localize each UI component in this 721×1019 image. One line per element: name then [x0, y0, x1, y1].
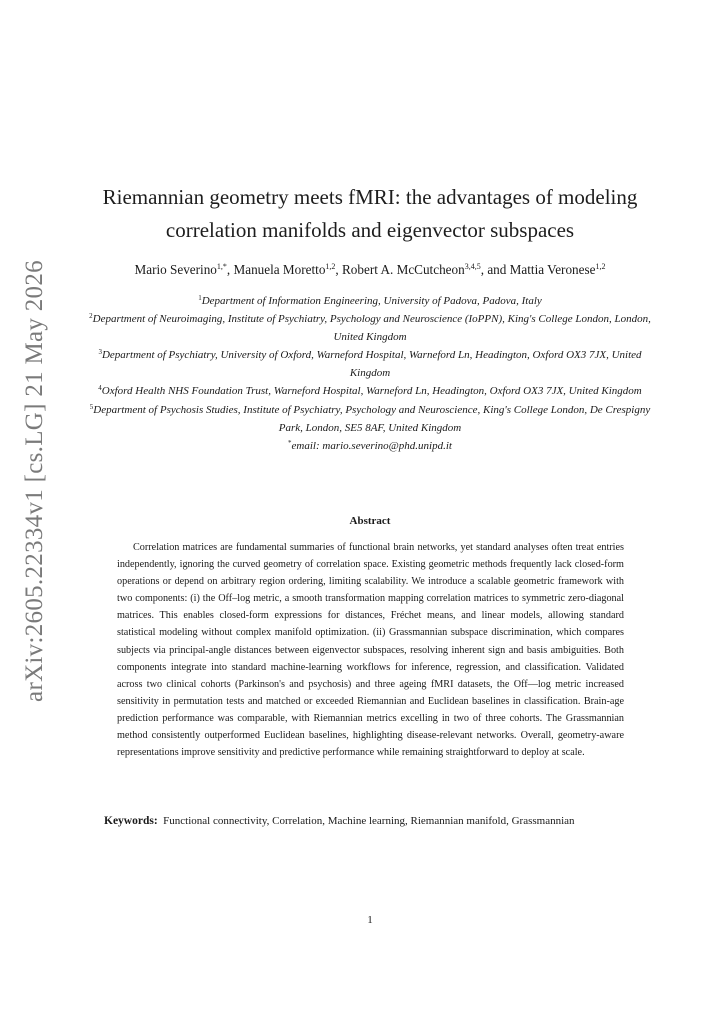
affiliation-text: Department of Psychiatry, University of Oxford, Warneford Hospital, Warneford Ln, Headington, Oxford OX3 7JX, United Kingdom [101, 349, 642, 380]
affiliation-text: Department of Information Engineering, University of Padova, Padova, Italy [201, 295, 542, 307]
affiliation-item [82, 382, 658, 400]
affiliation-marker: 4 [98, 384, 102, 393]
affiliation-marker: 3 [98, 348, 102, 357]
author-list [60, 260, 680, 280]
keywords-section [88, 812, 653, 830]
affiliation-item [82, 401, 658, 437]
affiliation-text: email: mario.severino@phd.unipd.it [291, 439, 452, 452]
author-affiliation-marker: 1,* [216, 262, 227, 271]
affiliation-item [82, 437, 658, 455]
author-affiliation-marker: 1,2 [325, 262, 336, 271]
affiliation-list [82, 292, 658, 455]
keywords-text: Functional connectivity, Correlation, Machine learning, Riemannian manifold, Grassmannian [163, 815, 575, 827]
affiliation-item [82, 292, 658, 310]
paper-title: Riemannian geometry meets fMRI: the advantages of modeling correlation manifolds and eigenvector subspaces [102, 185, 638, 242]
keywords-label: Keywords: [104, 815, 158, 827]
affiliation-text: Department of Neuroimaging, Institute of Psychiatry, Psychology and Neuroscience (IoPPN), King's College London, London, United Kingdom [92, 313, 651, 344]
author-name: Robert A. McCutcheon [342, 262, 465, 277]
affiliation-marker: 1 [198, 294, 202, 302]
abstract-text: Correlation matrices are fundamental summaries of functional brain networks, yet standard analyses often treat entries independently, ignoring the curved geometry of correlation space. Existing geometric methods frequently lack closed-form operations or depend on arbitrary region ordering, limiting scalability. We introduce a scalable geometric framework with two components: (i) the Off–log metric, a smooth transformation mapping correlation matrices to symmetric zero-diagonal matrices. This enables closed-form expressions for distances, Fréchet means, and linear models, allowing standard statistical modeling without complex manifold optimization. (ii) Grassmannian subspace discrimination, which compares subjects via principal-angle distances between eigenvector subspaces, resolving inherent sign and basis ambiguities. Both components integrate into standard machine-learning workflows for inference, regression, and classification. Validated across two clinical cohorts (Parkinson's and psychosis) and three ageing fMRI datasets, the Off—log metric increased sensitivity in permutation tests and matched or exceeded Riemannian and Euclidean baselines in classification. Brain-age prediction performance was comparable, with Riemannian metrics excelling in two of three cohorts. The Grassmannian method consistently outperformed Euclidean baselines, highlighting disease-relevant networks. Overall, geometry-aware representations improve sensitivity and predictive performance while remaining straightforward to deploy at scale. [117, 542, 624, 759]
author-name: Mattia Veronese [509, 262, 596, 277]
arxiv-identifier-stamp: arXiv:2605.22334v1 [cs.LG] 21 May 2026 [21, 260, 48, 702]
affiliation-text: Oxford Health NHS Foundation Trust, Warneford Hospital, Warneford Ln, Headington, Oxford OX3 7JX, United Kingdom [101, 385, 642, 398]
author-name: Manuela Moretto [233, 262, 326, 277]
affiliation-marker: * [288, 438, 292, 447]
author-name: Mario Severino [134, 262, 217, 277]
page-number: 1 [367, 914, 373, 926]
author-affiliation-marker: 3,4,5 [464, 262, 481, 271]
author-separator: , [335, 262, 343, 277]
affiliation-item [82, 346, 658, 382]
author-separator: , [226, 262, 234, 277]
affiliation-text: Department of Psychosis Studies, Institute of Psychiatry, Psychology and Neuroscience, King's College London, De Crespigny Park, London, SE5 8AF, United Kingdom [93, 403, 651, 434]
affiliation-marker: 5 [89, 402, 94, 411]
affiliation-item [82, 310, 658, 346]
author-affiliation-marker: 1,2 [595, 262, 606, 271]
author-separator: , and [480, 262, 510, 277]
affiliation-marker: 2 [89, 312, 93, 321]
abstract-heading: Abstract [349, 515, 391, 527]
